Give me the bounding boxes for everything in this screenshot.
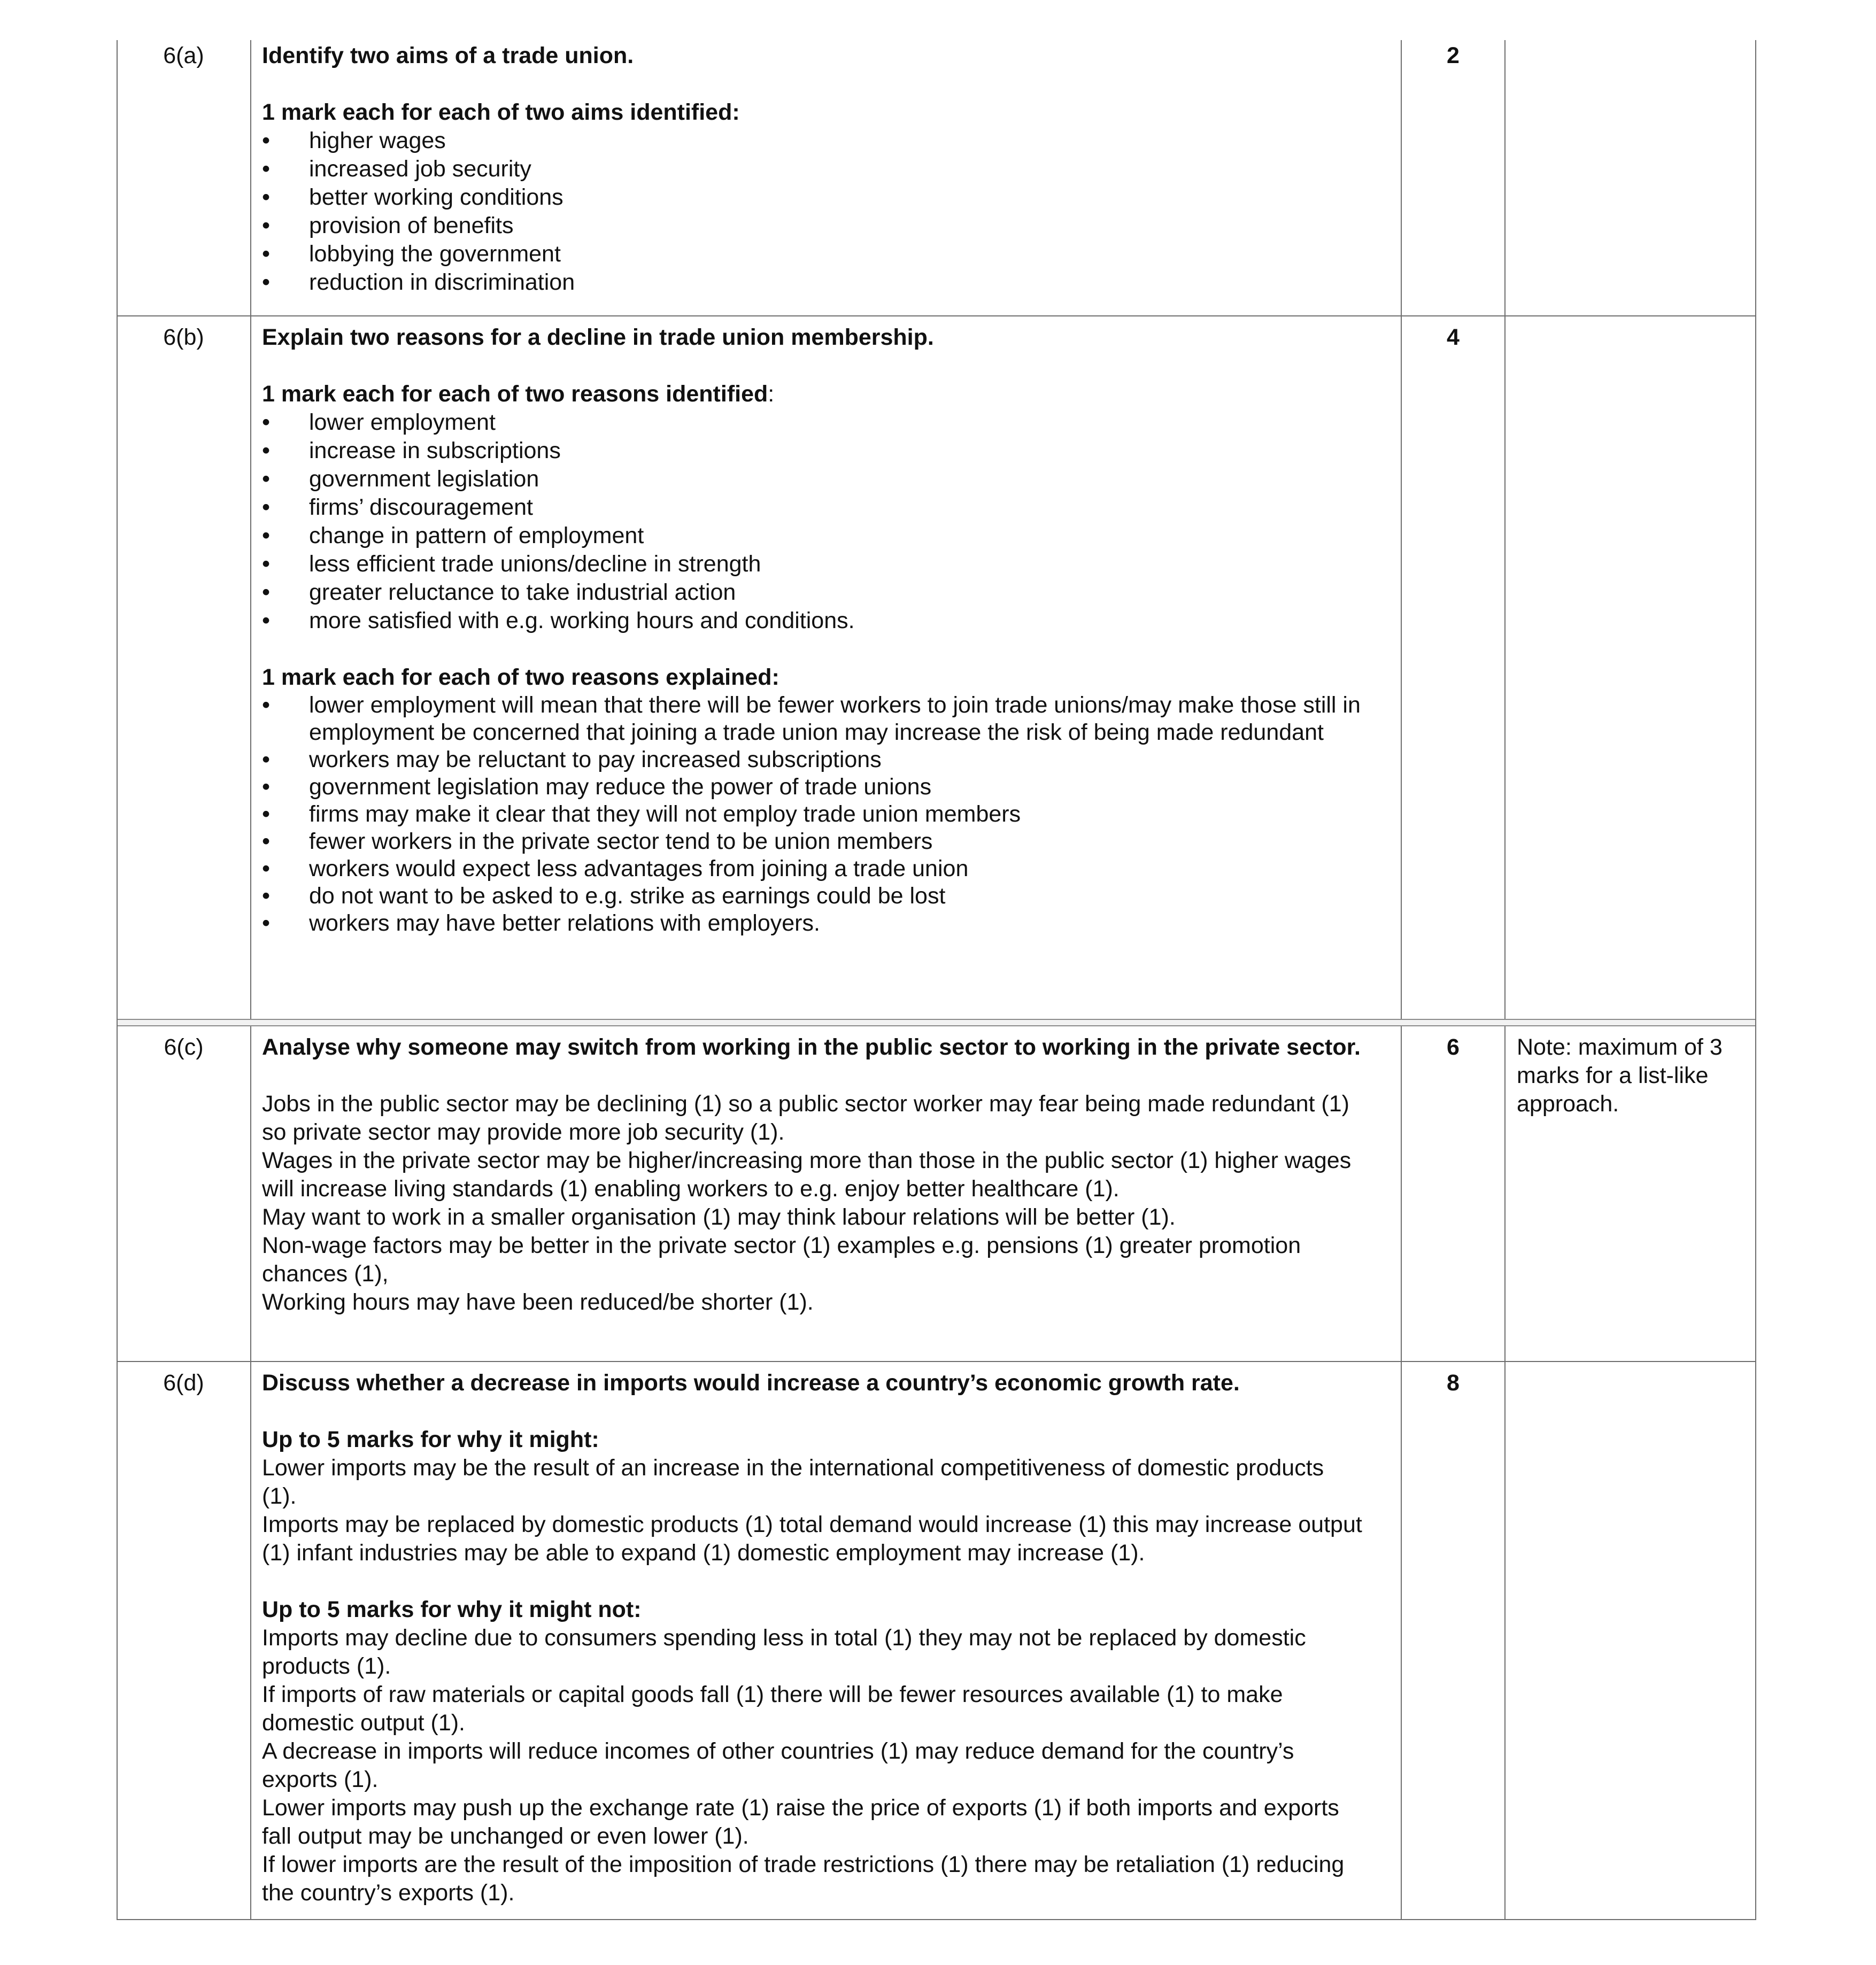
list-item: • government legislation — [262, 465, 1363, 493]
guidance-text — [1506, 40, 1755, 42]
answer-paragraph: Lower imports may be the result of an increase in the international competitiveness of domestic products (1). — [262, 1455, 1324, 1509]
table-row — [118, 1361, 1755, 1920]
list-item: • workers may be reluctant to pay increased subscriptions — [262, 746, 1363, 773]
answer-cell — [251, 1032, 1374, 1317]
guidance-text — [1506, 322, 1755, 323]
marking-heading-tail: : — [768, 381, 775, 407]
list-item: • workers may have better relations with employers. — [262, 910, 1363, 937]
marking-list — [262, 692, 1363, 937]
marks-value: 6 — [1447, 1034, 1460, 1060]
list-item: • higher wages — [262, 127, 1363, 155]
row-separator — [118, 1019, 1755, 1026]
list-item: • firms’ discouragement — [262, 493, 1363, 522]
question-number: 6(c) — [164, 1034, 204, 1060]
list-item: • fewer workers in the private sector tend to be union members — [262, 828, 1363, 855]
list-item: • do not want to be asked to e.g. strike as earnings could be lost — [262, 883, 1363, 910]
answer-paragraph: If imports of raw materials or capital goods fall (1) there will be fewer resources available (1) to make domestic output (1). — [262, 1682, 1283, 1736]
answer-cell — [251, 1367, 1374, 1907]
guidance-text: Note: maximum of 3 marks for a list-like approach. — [1517, 1034, 1723, 1117]
answer-paragraph: Non-wage factors may be better in the private sector (1) examples e.g. pensions (1) greater promotion chances (1), — [262, 1233, 1301, 1287]
answer-paragraph: Imports may be replaced by domestic products (1) total demand would increase (1) this may increase output (1) infant industries may be able to expand (1) domestic employment may increase (1). — [262, 1512, 1362, 1566]
marking-list — [262, 408, 1363, 635]
list-item: • government legislation may reduce the power of trade unions — [262, 773, 1363, 801]
question-text: Identify two aims of a trade union. — [262, 43, 634, 68]
marks-value: 8 — [1447, 1370, 1460, 1396]
list-item: • lobbying the government — [262, 240, 1363, 268]
question-text: Discuss whether a decrease in imports would increase a country’s economic growth rate. — [262, 1370, 1240, 1396]
mark-scheme-table — [117, 40, 1756, 1920]
list-item: • lower employment will mean that there will be fewer workers to join trade unions/may make those still in employment be concerned that joining a trade union may increase the risk of being made redundant — [262, 692, 1363, 746]
list-item: • provision of benefits — [262, 212, 1363, 240]
list-item: • firms may make it clear that they will not employ trade union members — [262, 801, 1363, 828]
list-item: • more satisfied with e.g. working hours and conditions. — [262, 607, 1363, 635]
list-item: • greater reluctance to take industrial action — [262, 578, 1363, 607]
answer-paragraph: Jobs in the public sector may be declining (1) so a public sector worker may fear being made redundant (1) so private sector may provide more job security (1). — [262, 1091, 1349, 1145]
list-item: • reduction in discrimination — [262, 268, 1363, 297]
answer-paragraph: A decrease in imports will reduce incomes of other countries (1) may reduce demand for the country’s exports (1). — [262, 1738, 1294, 1792]
question-text: Explain two reasons for a decline in trade union membership. — [262, 324, 934, 350]
answer-paragraph: Working hours may have been reduced/be shorter (1). — [262, 1289, 814, 1315]
question-text: Analyse why someone may switch from working in the public sector to working in the private sector. — [262, 1034, 1361, 1060]
marking-heading-text: 1 mark each for each of two reasons identified — [262, 381, 768, 407]
marking-heading: Up to 5 marks for why it might: — [262, 1427, 599, 1452]
answer-paragraph: May want to work in a smaller organisation (1) may think labour relations will be better (1). — [262, 1204, 1176, 1230]
table-row — [118, 315, 1755, 1019]
list-item: • workers would expect less advantages from joining a trade union — [262, 855, 1363, 883]
list-item: • increased job security — [262, 155, 1363, 183]
list-item: • increase in subscriptions — [262, 437, 1363, 465]
list-item: • better working conditions — [262, 183, 1363, 212]
list-item: • change in pattern of employment — [262, 522, 1363, 550]
question-number: 6(a) — [163, 43, 204, 68]
answer-paragraph: Wages in the private sector may be higher/increasing more than those in the public sector (1) higher wages will increase living standards (1) enabling workers to e.g. enjoy better healthcare (1). — [262, 1148, 1352, 1202]
question-number: 6(b) — [163, 324, 204, 350]
marking-heading: 1 mark each for each of two reasons explained: — [262, 664, 779, 690]
marks-value: 4 — [1447, 324, 1460, 350]
question-number: 6(d) — [163, 1370, 204, 1396]
table-row — [118, 1026, 1755, 1361]
list-item: • lower employment — [262, 408, 1363, 437]
answer-paragraph: Imports may decline due to consumers spending less in total (1) they may not be replaced by domestic products (1). — [262, 1625, 1306, 1679]
marking-heading: 1 mark each for each of two aims identified: — [262, 99, 740, 125]
answer-cell — [251, 40, 1374, 297]
answer-cell — [251, 322, 1374, 937]
marks-value: 2 — [1447, 43, 1460, 68]
answer-paragraph: Lower imports may push up the exchange rate (1) raise the price of exports (1) if both imports and exports fall output may be unchanged or even lower (1). — [262, 1795, 1339, 1849]
table-row — [118, 40, 1755, 315]
marking-heading — [262, 380, 1363, 408]
list-item: • less efficient trade unions/decline in strength — [262, 550, 1363, 578]
marking-list — [262, 127, 1363, 297]
marking-heading: Up to 5 marks for why it might not: — [262, 1597, 642, 1622]
answer-paragraph: If lower imports are the result of the imposition of trade restrictions (1) there may be retaliation (1) reducing the country’s exports (1). — [262, 1852, 1345, 1906]
guidance-text — [1506, 1367, 1755, 1369]
